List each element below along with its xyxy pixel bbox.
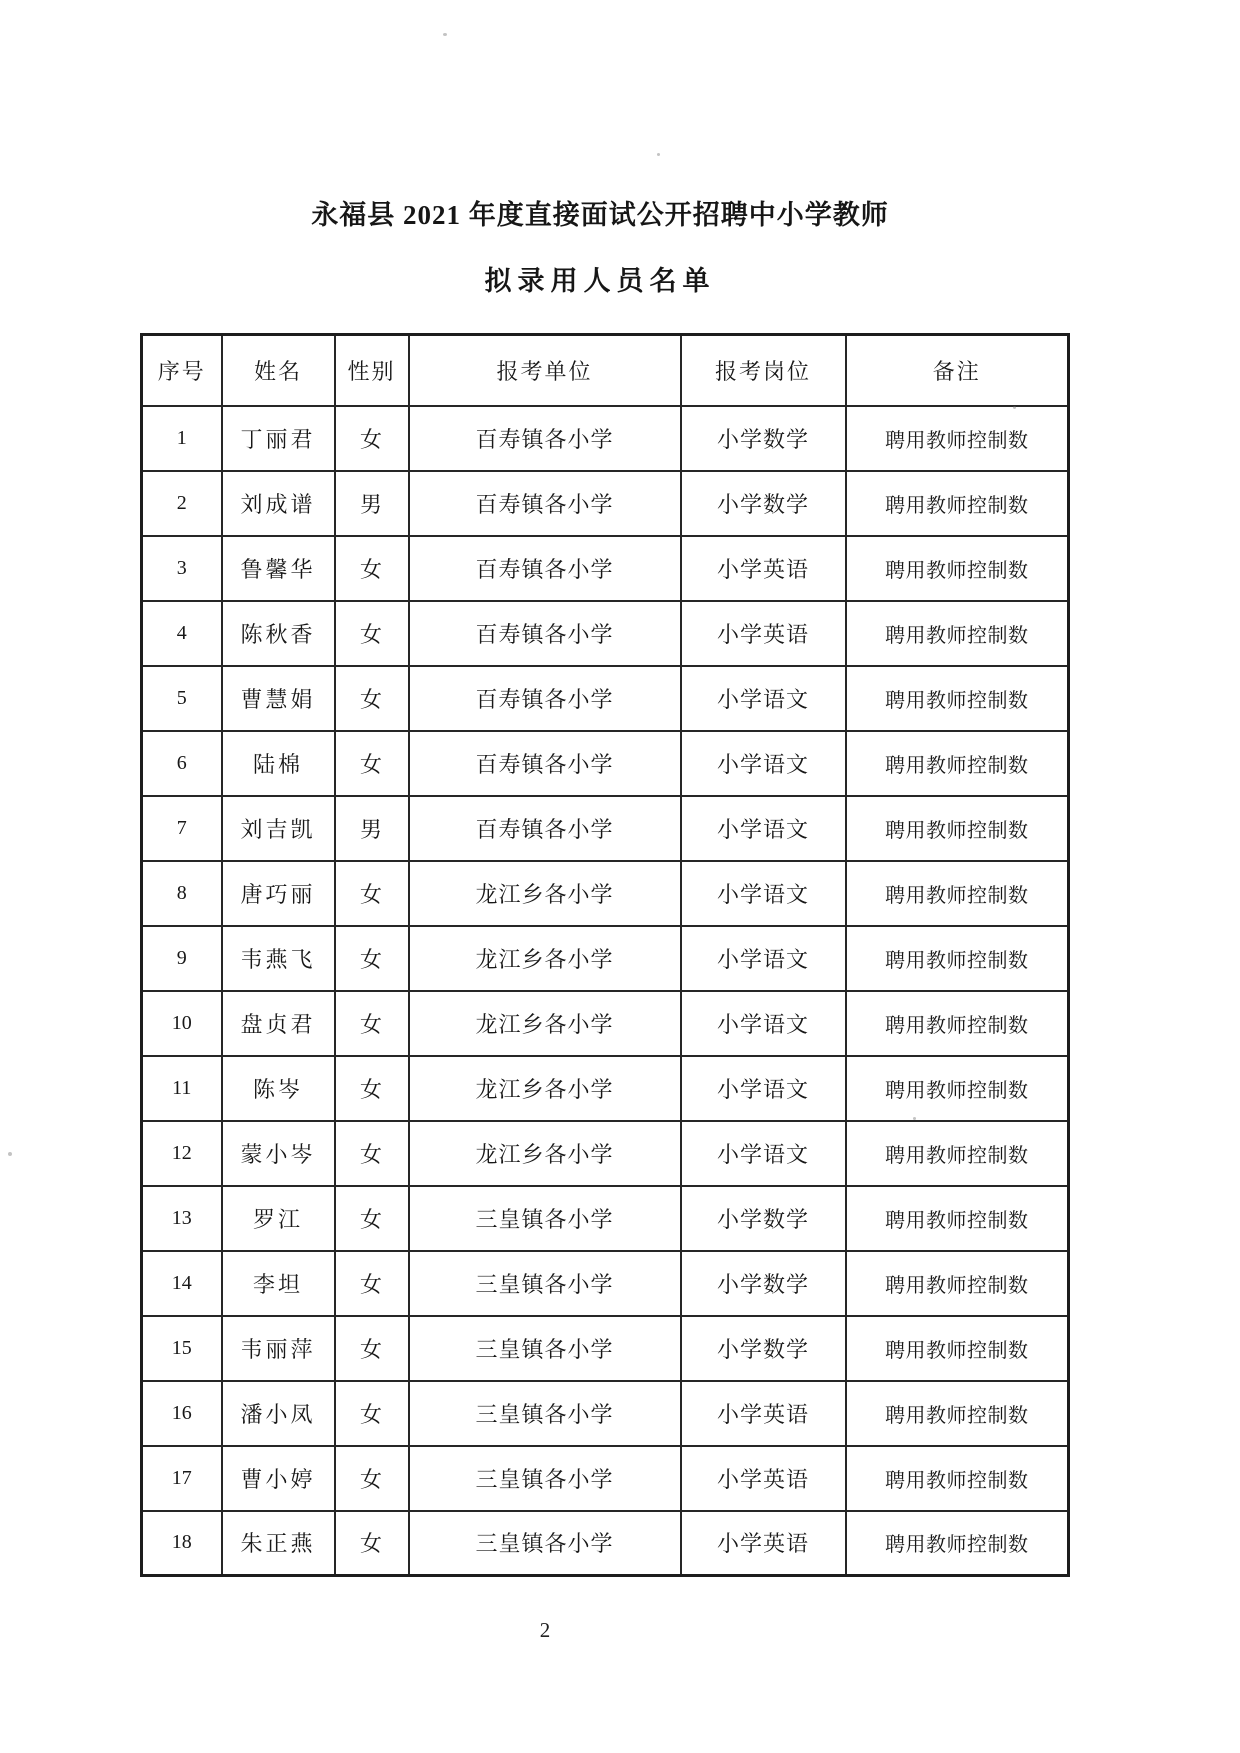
cell-position: 小学语文 [681, 991, 846, 1056]
table-row [142, 666, 1069, 731]
cell-no: 10 [142, 991, 222, 1056]
cell-unit: 百寿镇各小学 [409, 406, 681, 471]
cell-gender: 女 [335, 926, 409, 991]
scan-speck [913, 1117, 916, 1120]
table-row [142, 796, 1069, 861]
cell-gender: 女 [335, 1121, 409, 1186]
cell-unit: 三皇镇各小学 [409, 1186, 681, 1251]
cell-unit: 龙江乡各小学 [409, 1056, 681, 1121]
cell-name: 唐巧丽 [222, 861, 335, 926]
cell-unit: 龙江乡各小学 [409, 926, 681, 991]
cell-remark: 聘用教师控制数 [846, 731, 1069, 796]
table-row [142, 1511, 1069, 1576]
cell-unit: 百寿镇各小学 [409, 666, 681, 731]
cell-name: 丁丽君 [222, 406, 335, 471]
table-row [142, 1186, 1069, 1251]
cell-name: 潘小凤 [222, 1381, 335, 1446]
cell-no: 2 [142, 471, 222, 536]
cell-gender: 女 [335, 991, 409, 1056]
header-name: 姓名 [222, 335, 335, 406]
table-body [142, 406, 1069, 1576]
cell-position: 小学语文 [681, 1121, 846, 1186]
cell-position: 小学数学 [681, 471, 846, 536]
cell-name: 曹慧娟 [222, 666, 335, 731]
cell-no: 8 [142, 861, 222, 926]
cell-no: 5 [142, 666, 222, 731]
cell-unit: 百寿镇各小学 [409, 601, 681, 666]
table-header-row [142, 335, 1069, 406]
header-no: 序号 [142, 335, 222, 406]
cell-gender: 女 [335, 1446, 409, 1511]
roster-table [140, 333, 1070, 1577]
cell-remark: 聘用教师控制数 [846, 666, 1069, 731]
cell-gender: 女 [335, 1186, 409, 1251]
cell-position: 小学数学 [681, 406, 846, 471]
table-row [142, 536, 1069, 601]
table-row [142, 1381, 1069, 1446]
cell-remark: 聘用教师控制数 [846, 861, 1069, 926]
cell-gender: 女 [335, 1251, 409, 1316]
header-unit: 报考单位 [409, 335, 681, 406]
cell-gender: 女 [335, 666, 409, 731]
table-row [142, 1251, 1069, 1316]
cell-position: 小学英语 [681, 1381, 846, 1446]
header-position: 报考岗位 [681, 335, 846, 406]
cell-unit: 百寿镇各小学 [409, 731, 681, 796]
cell-remark: 聘用教师控制数 [846, 536, 1069, 601]
cell-unit: 三皇镇各小学 [409, 1511, 681, 1576]
cell-name: 盘贞君 [222, 991, 335, 1056]
cell-name: 陈秋香 [222, 601, 335, 666]
cell-remark: 聘用教师控制数 [846, 1446, 1069, 1511]
cell-remark: 聘用教师控制数 [846, 1056, 1069, 1121]
table-row [142, 926, 1069, 991]
header-gender: 性别 [335, 335, 409, 406]
cell-position: 小学语文 [681, 731, 846, 796]
scan-speck [657, 153, 660, 156]
cell-unit: 百寿镇各小学 [409, 536, 681, 601]
cell-remark: 聘用教师控制数 [846, 1381, 1069, 1446]
cell-gender: 女 [335, 1316, 409, 1381]
cell-name: 李坦 [222, 1251, 335, 1316]
table-row [142, 1446, 1069, 1511]
cell-no: 17 [142, 1446, 222, 1511]
cell-name: 韦丽萍 [222, 1316, 335, 1381]
cell-name: 蒙小岑 [222, 1121, 335, 1186]
cell-no: 12 [142, 1121, 222, 1186]
table-row [142, 861, 1069, 926]
cell-name: 罗江 [222, 1186, 335, 1251]
document-title: 永福县 2021 年度直接面试公开招聘中小学教师 [311, 200, 889, 230]
cell-no: 14 [142, 1251, 222, 1316]
cell-remark: 聘用教师控制数 [846, 1186, 1069, 1251]
cell-name: 韦燕飞 [222, 926, 335, 991]
cell-no: 16 [142, 1381, 222, 1446]
cell-gender: 女 [335, 1511, 409, 1576]
cell-gender: 男 [335, 796, 409, 861]
cell-unit: 百寿镇各小学 [409, 796, 681, 861]
cell-gender: 女 [335, 731, 409, 796]
cell-unit: 百寿镇各小学 [409, 471, 681, 536]
table-row [142, 1316, 1069, 1381]
cell-position: 小学语文 [681, 861, 846, 926]
table-row [142, 601, 1069, 666]
cell-gender: 女 [335, 536, 409, 601]
cell-remark: 聘用教师控制数 [846, 926, 1069, 991]
cell-remark: 聘用教师控制数 [846, 601, 1069, 666]
table-row [142, 1056, 1069, 1121]
cell-unit: 三皇镇各小学 [409, 1446, 681, 1511]
cell-no: 6 [142, 731, 222, 796]
cell-name: 陆棉 [222, 731, 335, 796]
cell-remark: 聘用教师控制数 [846, 1121, 1069, 1186]
cell-position: 小学语文 [681, 1056, 846, 1121]
cell-no: 3 [142, 536, 222, 601]
table-row [142, 991, 1069, 1056]
cell-remark: 聘用教师控制数 [846, 1316, 1069, 1381]
cell-name: 曹小婷 [222, 1446, 335, 1511]
cell-position: 小学数学 [681, 1316, 846, 1381]
cell-remark: 聘用教师控制数 [846, 1251, 1069, 1316]
cell-name: 朱正燕 [222, 1511, 335, 1576]
cell-no: 18 [142, 1511, 222, 1576]
page-number: 2 [539, 1618, 551, 1642]
cell-position: 小学语文 [681, 926, 846, 991]
cell-no: 1 [142, 406, 222, 471]
cell-name: 陈岑 [222, 1056, 335, 1121]
cell-position: 小学英语 [681, 601, 846, 666]
cell-remark: 聘用教师控制数 [846, 1511, 1069, 1576]
cell-position: 小学英语 [681, 1511, 846, 1576]
cell-name: 刘吉凯 [222, 796, 335, 861]
cell-position: 小学英语 [681, 1446, 846, 1511]
cell-no: 13 [142, 1186, 222, 1251]
cell-position: 小学语文 [681, 666, 846, 731]
scan-speck [1013, 406, 1016, 409]
cell-position: 小学数学 [681, 1186, 846, 1251]
cell-gender: 男 [335, 471, 409, 536]
cell-unit: 龙江乡各小学 [409, 1121, 681, 1186]
cell-no: 7 [142, 796, 222, 861]
table-row [142, 471, 1069, 536]
cell-gender: 女 [335, 861, 409, 926]
cell-no: 15 [142, 1316, 222, 1381]
cell-remark: 聘用教师控制数 [846, 796, 1069, 861]
cell-remark: 聘用教师控制数 [846, 406, 1069, 471]
cell-unit: 龙江乡各小学 [409, 861, 681, 926]
table-row [142, 1121, 1069, 1186]
header-remark: 备注 [846, 335, 1069, 406]
cell-unit: 三皇镇各小学 [409, 1381, 681, 1446]
cell-no: 11 [142, 1056, 222, 1121]
cell-position: 小学数学 [681, 1251, 846, 1316]
cell-position: 小学英语 [681, 536, 846, 601]
scan-speck [8, 1152, 12, 1156]
document-subtitle: 拟录用人员名单 [484, 266, 716, 296]
cell-name: 刘成谱 [222, 471, 335, 536]
cell-name: 鲁馨华 [222, 536, 335, 601]
cell-unit: 三皇镇各小学 [409, 1316, 681, 1381]
cell-gender: 女 [335, 1056, 409, 1121]
cell-remark: 聘用教师控制数 [846, 991, 1069, 1056]
cell-gender: 女 [335, 601, 409, 666]
scan-speck [443, 33, 447, 36]
cell-no: 4 [142, 601, 222, 666]
cell-remark: 聘用教师控制数 [846, 471, 1069, 536]
cell-gender: 女 [335, 406, 409, 471]
table-header [142, 335, 1069, 406]
cell-unit: 三皇镇各小学 [409, 1251, 681, 1316]
cell-gender: 女 [335, 1381, 409, 1446]
table-row [142, 406, 1069, 471]
cell-no: 9 [142, 926, 222, 991]
cell-position: 小学语文 [681, 796, 846, 861]
cell-unit: 龙江乡各小学 [409, 991, 681, 1056]
table-row [142, 731, 1069, 796]
